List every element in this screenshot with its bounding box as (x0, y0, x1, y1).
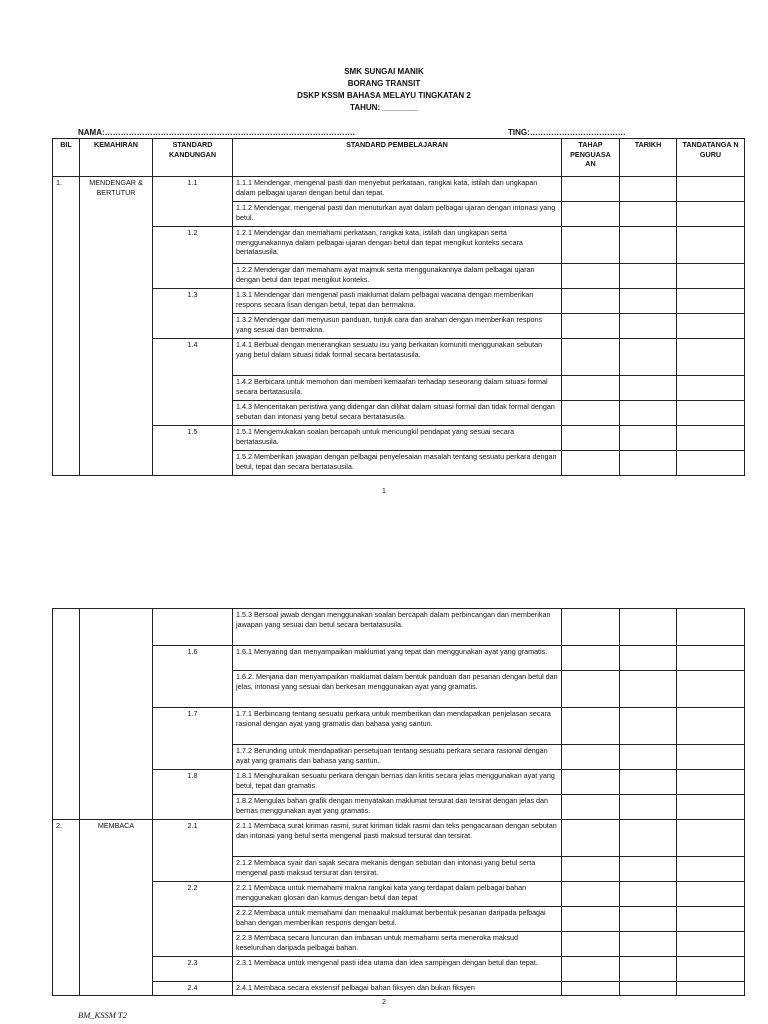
sp-cell: 2.2.1 Membaca untuk memahami makna rangkai kata yang terdapat dalam pelbagai bahan menggunakan glosari dan kamus dengan betul dan tepat (233, 882, 562, 907)
tahap-input[interactable] (562, 957, 620, 982)
sk-cell: 1.8 (153, 770, 233, 820)
sk-cell: 1.3 (153, 289, 233, 339)
tahap-input[interactable] (562, 882, 620, 907)
col-standard-pembelajaran: STANDARD PEMBELAJARAN (233, 139, 562, 177)
tarikh-input[interactable] (620, 770, 677, 795)
signature-input[interactable] (677, 820, 745, 857)
tahap-input[interactable] (562, 426, 620, 451)
signature-input[interactable] (677, 227, 745, 264)
tahap-input[interactable] (562, 820, 620, 857)
signature-input[interactable] (677, 957, 745, 982)
sk-cell: 2.2 (153, 882, 233, 957)
sk-cell: 2.3 (153, 957, 233, 982)
signature-input[interactable] (677, 907, 745, 932)
tarikh-input[interactable] (620, 932, 677, 957)
signature-input[interactable] (677, 770, 745, 795)
tarikh-input[interactable] (620, 795, 677, 820)
tahap-input[interactable] (562, 451, 620, 476)
signature-input[interactable] (677, 795, 745, 820)
sk-cell: 1.7 (153, 708, 233, 770)
tahap-input[interactable] (562, 745, 620, 770)
tarikh-input[interactable] (620, 609, 677, 646)
signature-input[interactable] (677, 264, 745, 289)
sp-cell: 2.1.2 Membaca syair dan sajak secara mekanis dengan sebutan dan intonasi yang betul serta mengenal pasti maksud tersurat dan tersirat. (233, 857, 562, 882)
sp-cell: 1.3.2 Mendengar dan menyusun panduan, tunjuk cara dan arahan dengan memberikan respons yang sesuai dan bermakna. (233, 314, 562, 339)
form-subtitle: DSKP KSSM BAHASA MELAYU TINGKATAN 2 (297, 91, 471, 100)
sk-cell: 1.2 (153, 227, 233, 289)
sp-cell: 1.6.2. Menjana dan menyampaikan maklumat dalam bentuk panduan dan pesanan dengan betul dan jelas, intonasi yang sesuai dan berkesan menggunakan ayat yang gramatis. (233, 671, 562, 708)
table-row (53, 708, 745, 745)
col-bil: BIL (53, 139, 80, 177)
tahap-input[interactable] (562, 982, 620, 996)
signature-input[interactable] (677, 401, 745, 426)
form-title: BORANG TRANSIT (347, 79, 421, 88)
tarikh-input[interactable] (620, 264, 677, 289)
sp-cell: 1.7.2 Berunding untuk mendapatkan persetujuan tentang sesuatu perkara secara rasional dengan ayat yang gramatis dan bahasa yang santun. (233, 745, 562, 770)
tahap-input[interactable] (562, 609, 620, 646)
sk-cell (153, 609, 233, 646)
sp-cell: 2.3.1 Membaca untuk mengenal pasti idea utama dan idea sampingan dengan betul dan tepat. (233, 957, 562, 982)
sp-cell: 2.4.1 Membaca secara ekstensif pelbagai bahan fiksyen dan bukan fiksyen (233, 982, 562, 996)
tahap-input[interactable] (562, 795, 620, 820)
signature-input[interactable] (677, 451, 745, 476)
col-tandatangan: TANDATANGA N GURU (677, 139, 745, 177)
tahap-input[interactable] (562, 708, 620, 745)
tahap-input[interactable] (562, 264, 620, 289)
tarikh-input[interactable] (620, 907, 677, 932)
sp-cell: 2.2.2 Membaca untuk memahami dan menaakul maklumat berbentuk pesanan daripada pelbagai bahan dengan memberikan respons dengan betul. (233, 907, 562, 932)
tarikh-input[interactable] (620, 314, 677, 339)
tarikh-input[interactable] (620, 376, 677, 401)
sp-cell: 1.5.1 Mengemukakan soalan bercapah untuk mencungkil pendapat yang sesuai secara bertatasusila. (233, 426, 562, 451)
sp-cell: 1.3.1 Mendengar dan mengenal pasti maklumat dalam pelbagai wacana dengan memberikan respons secara lisan dengan betul, tepat dan bermakna. (233, 289, 562, 314)
table-row (53, 770, 745, 795)
signature-input[interactable] (677, 646, 745, 671)
tarikh-input[interactable] (620, 745, 677, 770)
tahap-input[interactable] (562, 857, 620, 882)
tarikh-input[interactable] (620, 202, 677, 227)
tarikh-input[interactable] (620, 857, 677, 882)
sk-cell: 1.5 (153, 426, 233, 476)
transit-table-1 (52, 138, 745, 476)
table-row (53, 177, 745, 202)
signature-input[interactable] (677, 932, 745, 957)
table-row (53, 982, 745, 996)
table-row (53, 289, 745, 314)
signature-input[interactable] (677, 289, 745, 314)
tahap-input[interactable] (562, 314, 620, 339)
signature-input[interactable] (677, 745, 745, 770)
page-number: 2 (382, 999, 386, 1006)
tahap-input[interactable] (562, 646, 620, 671)
tahap-input[interactable] (562, 202, 620, 227)
tahap-input[interactable] (562, 907, 620, 932)
tarikh-input[interactable] (620, 177, 677, 202)
table-row (53, 820, 745, 857)
transit-table-2 (52, 608, 745, 996)
sp-cell: 1.2.2 Mendengar dan memahami ayat majmuk serta menggunakannya dalam pelbagai ujaran dengan betul dan tepat mengikut konteks. (233, 264, 562, 289)
tarikh-input[interactable] (620, 671, 677, 708)
tahap-input[interactable] (562, 177, 620, 202)
table-row (53, 227, 745, 264)
school-name: SMK SUNGAI MANIK (344, 67, 424, 76)
sp-cell: 1.8.2 Mengulas bahan grafik dengan menyatakan maklumat tersurat dan tersirat dengan jelas dan bernas menggunakan ayat yang gramatis. (233, 795, 562, 820)
col-kemahiran: KEMAHIRAN (80, 139, 153, 177)
tarikh-input[interactable] (620, 957, 677, 982)
sp-cell: 1.5.3 Bersoal jawab dengan menggunakan soalan bercapah dalam perbincangan dan memberikan jawapan yang sesuai dan betul secara bertatasusila. (233, 609, 562, 646)
signature-input[interactable] (677, 339, 745, 376)
sp-cell: 2.2.3 Membaca secara luncuran dan imbasan untuk memahami serta meneroka maksud keseluruhan daripada pelbagai bahan. (233, 932, 562, 957)
tahap-input[interactable] (562, 227, 620, 264)
signature-input[interactable] (677, 376, 745, 401)
bil-cell: 2. (53, 820, 80, 996)
signature-input[interactable] (677, 177, 745, 202)
sp-cell: 1.7.1 Berbincang tentang sesuatu perkara untuk memberikan dan mendapatkan penjelasan secara rasional dengan ayat yang gramatis dan bahasa yang santun. (233, 708, 562, 745)
signature-input[interactable] (677, 202, 745, 227)
sp-cell: 1.2.1 Mendengar dan memahami perkataan, rangkai kata, istilah dan ungkapan serta menggunakannya dalam pelbagai ujaran dengan betul dan tepat mengikut konteks secara bertatasusila. (233, 227, 562, 264)
col-standard-kandungan: STANDARD KANDUNGAN (153, 139, 233, 177)
signature-input[interactable] (677, 671, 745, 708)
tarikh-input[interactable] (620, 289, 677, 314)
signature-input[interactable] (677, 982, 745, 996)
table-row (53, 426, 745, 451)
sk-cell: 1.6 (153, 646, 233, 708)
tahap-input[interactable] (562, 289, 620, 314)
table-row (53, 882, 745, 907)
tarikh-input[interactable] (620, 882, 677, 907)
sk-cell: 2.4 (153, 982, 233, 996)
bil-cell: 1. (53, 177, 80, 476)
kemahiran-cell (80, 609, 153, 820)
tarikh-input[interactable] (620, 339, 677, 376)
sk-cell: 1.1 (153, 177, 233, 227)
col-tahap: TAHAP PENGUASA AN (562, 139, 620, 177)
tarikh-input[interactable] (620, 401, 677, 426)
signature-input[interactable] (677, 314, 745, 339)
document-footer: BM_KSSM T2 (78, 1010, 127, 1020)
sk-cell: 2.1 (153, 820, 233, 882)
bil-cell (53, 609, 80, 820)
tarikh-input[interactable] (620, 982, 677, 996)
tahap-input[interactable] (562, 339, 620, 376)
table-row (53, 957, 745, 982)
signature-input[interactable] (677, 708, 745, 745)
signature-input[interactable] (677, 882, 745, 907)
sp-cell: 1.8.1 Menghuraikan sesuatu perkara dengan bernas dan kritis secara jelas menggunakan ayat yang betul, tepat dan gramatis. (233, 770, 562, 795)
sp-cell: 1.6.1 Menyaring dan menyampaikan maklumat yang tepat dan menggunakan ayat yang gramatis. (233, 646, 562, 671)
tarikh-input[interactable] (620, 820, 677, 857)
page-number: 1 (382, 488, 386, 495)
sp-cell: 2.1.1 Membaca surat kiriman rasmi, surat kiriman tidak rasmi dan teks pengacaraan dengan sebutan dan intonasi yang betul serta mengenal pasti maksud tersurat dan tersirat. (233, 820, 562, 857)
sk-cell: 1.4 (153, 339, 233, 426)
tahap-input[interactable] (562, 932, 620, 957)
sp-cell: 1.1.2 Mendengar, mengenal pasti dan menuturkan ayat dalam pelbagai ujaran dengan intonasi yang betul. (233, 202, 562, 227)
tarikh-input[interactable] (620, 426, 677, 451)
sp-cell: 1.4.1 Berbual dengan menerangkan sesuatu isu yang berkaitan komuniti menggunakan sebutan yang betul dalam situasi tidak formal secara bertatasusila. (233, 339, 562, 376)
signature-input[interactable] (677, 857, 745, 882)
tarikh-input[interactable] (620, 708, 677, 745)
page-2 (0, 512, 768, 1024)
tahap-input[interactable] (562, 770, 620, 795)
name-field: NAMA:…………………………………………………………………………………. (78, 128, 355, 137)
sp-cell: 1.4.2 Berbicara untuk memohon dan memberi kemaafan terhadap seseorang dalam situasi formal secara bertatasusila. (233, 376, 562, 401)
kemahiran-cell: MENDENGAR & BERTUTUR (80, 177, 153, 476)
tarikh-input[interactable] (620, 227, 677, 264)
year-field: TAHUN: ________ (350, 103, 418, 112)
sp-cell: 1.4.3 Menceritakan peristiwa yang didengar dan dilihat dalam situasi formal dan tidak formal dengan sebutan dan intonasi yang betul secara bertatasusila. (233, 401, 562, 426)
tarikh-input[interactable] (620, 646, 677, 671)
table-row (53, 609, 745, 646)
sp-cell: 1.5.2 Memberikan jawapan dengan pelbagai penyelesaian masalah tentang sesuatu perkara dengan betul, tepat dan secara bertatasusila. (233, 451, 562, 476)
table-row (53, 339, 745, 376)
kemahiran-cell: MEMBACA (80, 820, 153, 996)
sp-cell: 1.1.1 Mendengar, mengenal pasti dan menyebut perkataan, rangkai kata, istilah dan ungkapan dalam pelbagai ujaran dengan betul dan tepat. (233, 177, 562, 202)
form-level-field: TING:……………………………… (508, 128, 626, 137)
table-row (53, 646, 745, 671)
signature-input[interactable] (677, 426, 745, 451)
tarikh-input[interactable] (620, 451, 677, 476)
signature-input[interactable] (677, 609, 745, 646)
tahap-input[interactable] (562, 376, 620, 401)
col-tarikh: TARIKH (620, 139, 677, 177)
tahap-input[interactable] (562, 671, 620, 708)
tahap-input[interactable] (562, 401, 620, 426)
